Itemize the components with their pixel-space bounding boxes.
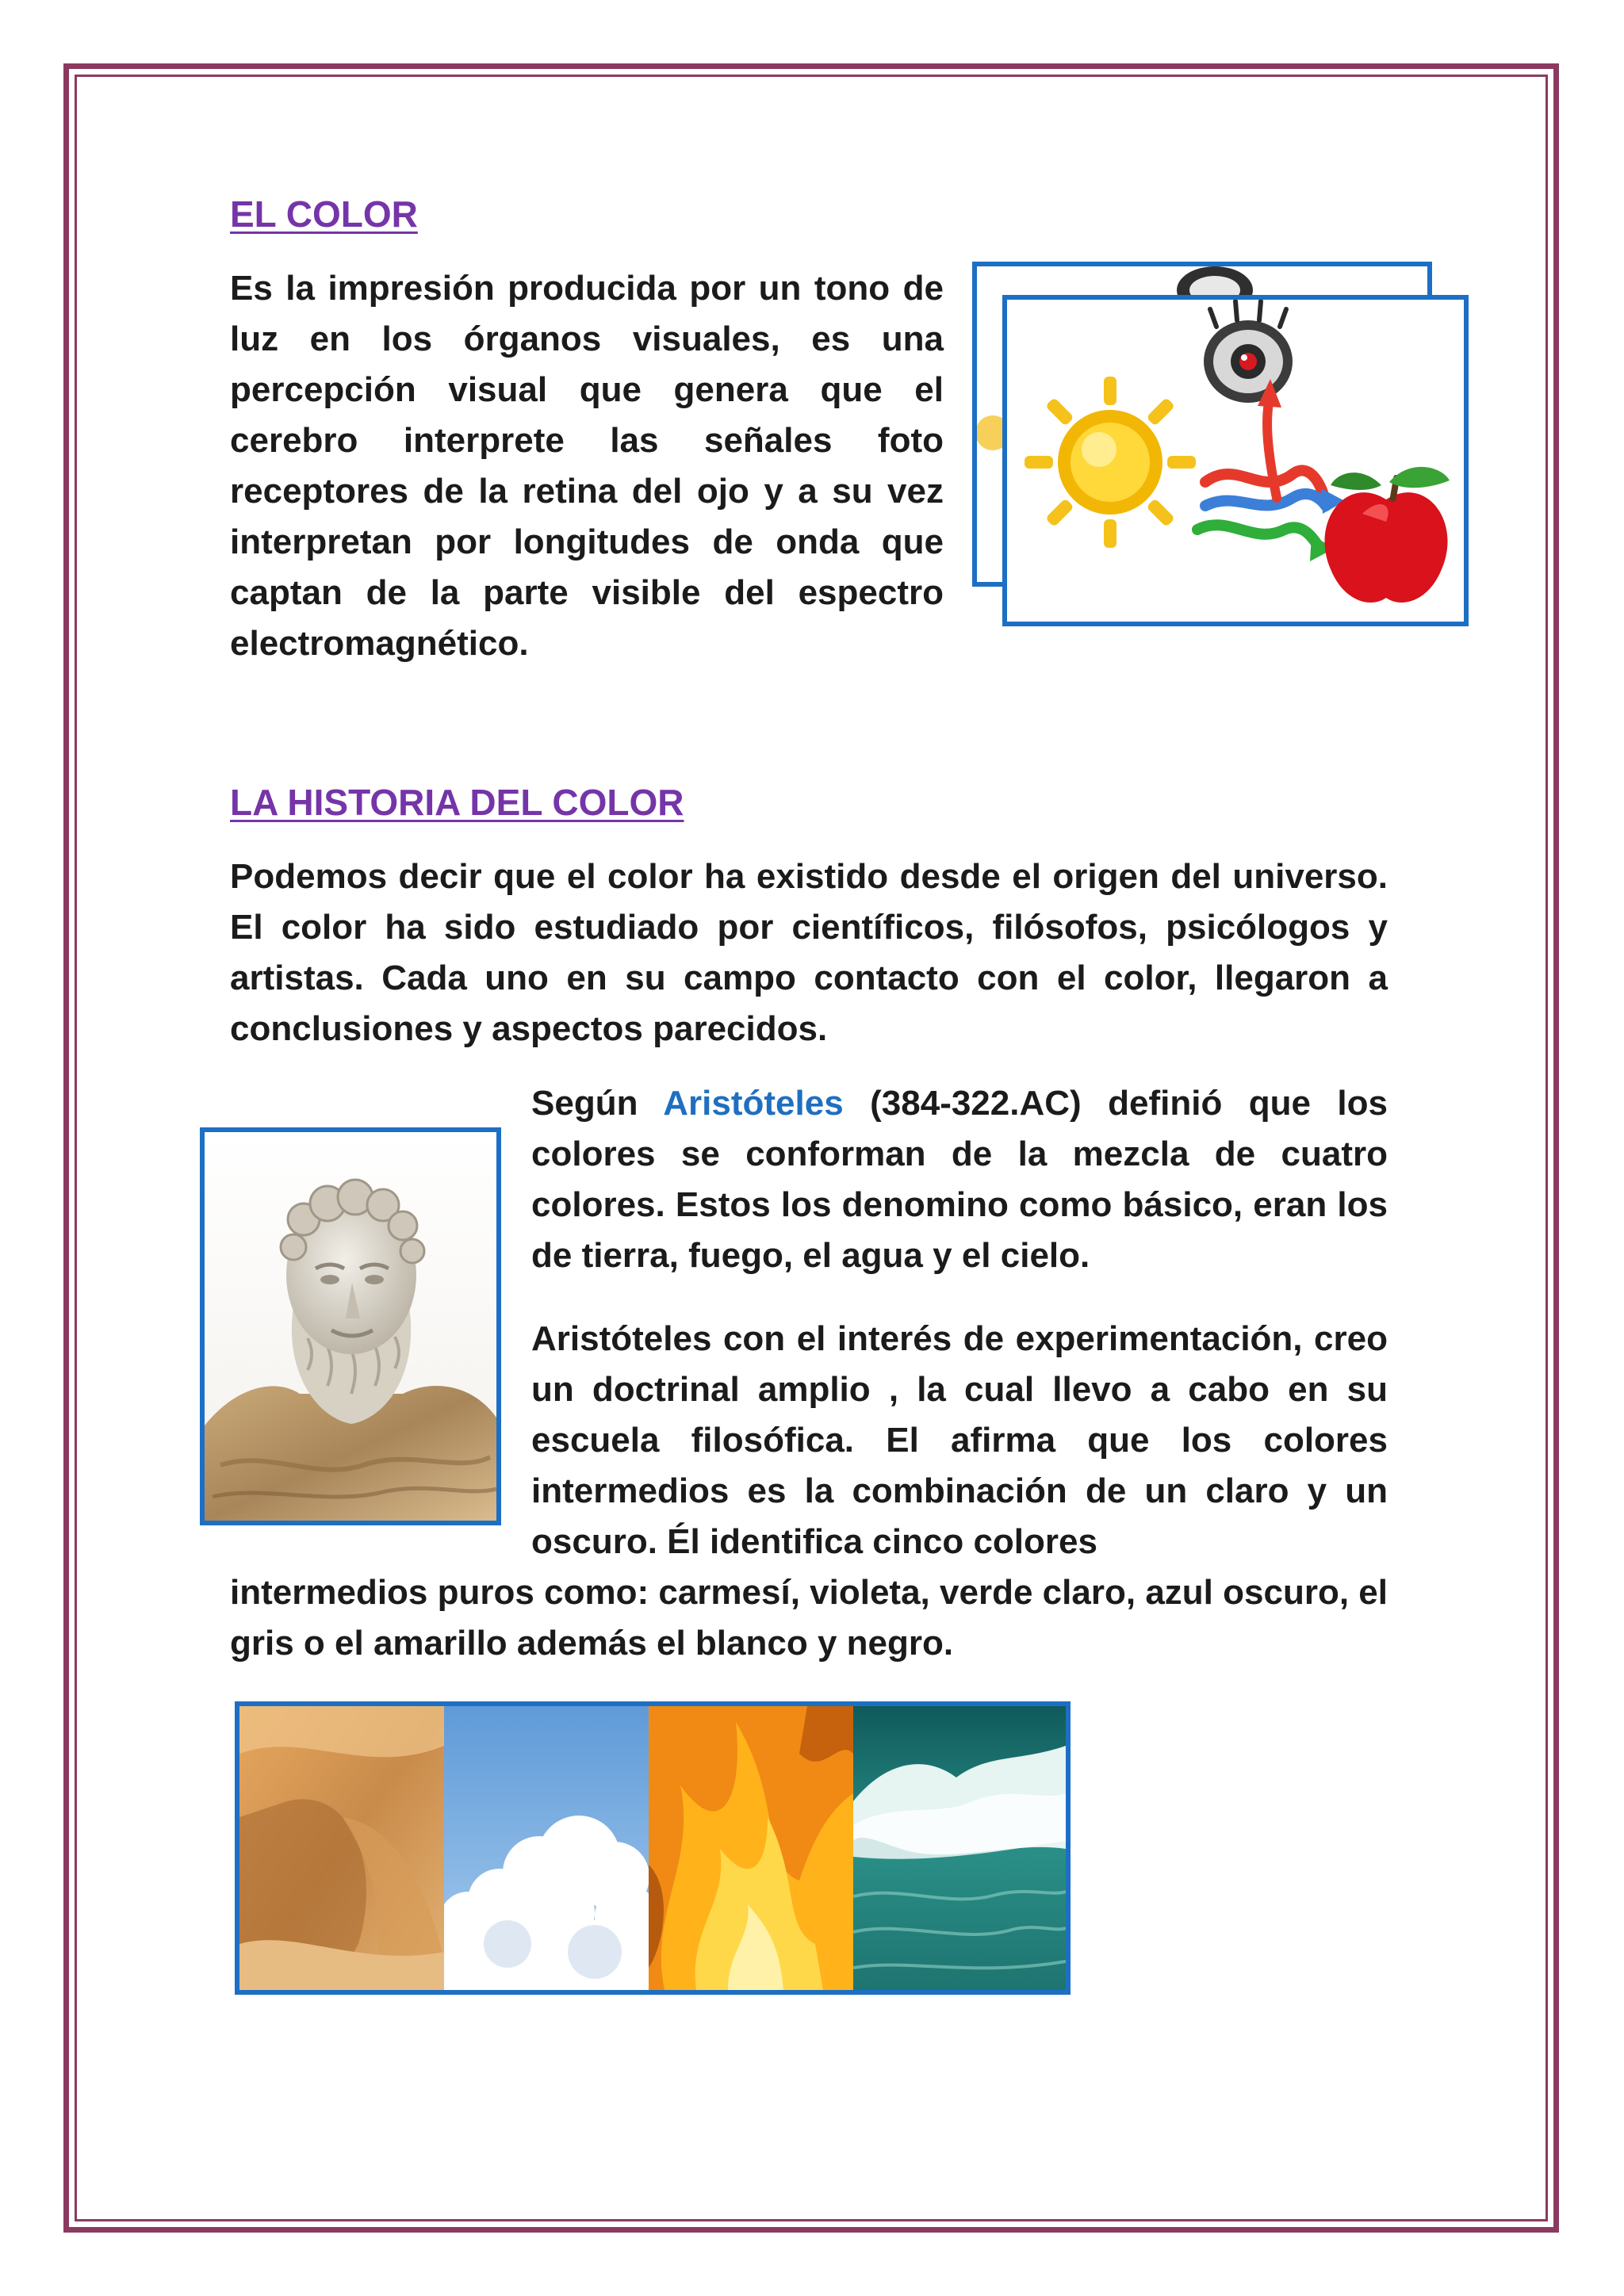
aristoteles-definition-paragraph <box>531 1078 1388 1281</box>
water-wave <box>853 1706 1066 1990</box>
sun-icon <box>1025 377 1196 548</box>
sky-clouds <box>444 1706 649 1990</box>
definition-text: (384-322.AC) definió que los colores se conforman de la mezcla de cuatro colores. Estos los denomino como básico, eran los de tierra, fuego, el agua y el cielo. <box>531 1084 1388 1275</box>
aristoteles-experiment-paragraph: Aristóteles con el interés de experimentación, creo un doctrinal amplio , la cual llevo a cabo en su escuela filosófica. El afirma que los colores intermedios es la combinación de un claro y un oscuro. Él identifica cinco colores <box>531 1319 1388 1561</box>
el-color-paragraph: Es la impresión producida por un tono de luz en los órganos visuales, es una percepción visual que genera que el cerebro interprete las señales foto receptores de la retina del ojo y a su vez interpretan por longitudes de onda que captan de la parte visible del espectro electromagnético. <box>230 269 944 663</box>
heading-el-color: EL COLOR <box>230 193 418 235</box>
earth-texture <box>239 1706 444 1990</box>
segun-text: Según <box>531 1084 664 1123</box>
vision-illustration <box>1002 295 1469 626</box>
fire-flames <box>649 1706 853 1990</box>
historia-intro-paragraph: Podemos decir que el color ha existido desde el origen del universo. El color ha sido estudiado por científicos, filósofos, psicólogos y artistas. Cada uno en su campo contacto con el color, llegaron a conclusiones y aspectos parecidos. <box>230 857 1388 1048</box>
heading-historia-color: LA HISTORIA DEL COLOR <box>230 782 684 823</box>
intermediate-colors-paragraph: intermedios puros como: carmesí, violeta, verde claro, azul oscuro, el gris o el amarillo además el blanco y negro. <box>230 1573 1388 1663</box>
aristoteles-name: Aristóteles <box>663 1084 844 1123</box>
aristotle-bust-image <box>200 1127 501 1525</box>
aristotle-bust-art <box>205 1132 496 1521</box>
vision-illustration-art <box>1007 300 1464 622</box>
four-elements-strip <box>235 1701 1071 1995</box>
